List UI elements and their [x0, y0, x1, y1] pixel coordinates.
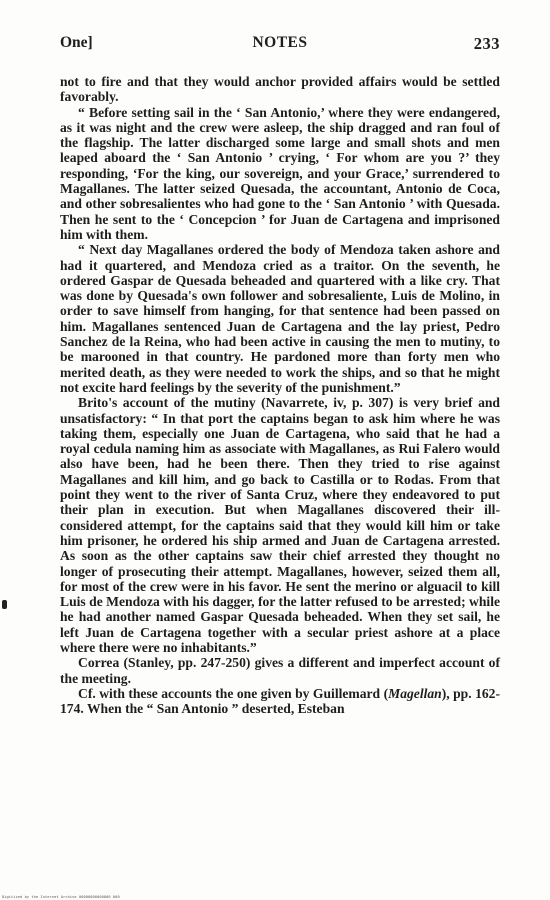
running-head [60, 34, 500, 54]
paragraph: “ Before setting sail in the ‘ San Antonio,’ where they were endangered, as it was night and the crew were asleep, the ship dragged and ran foul of the flagship. The latter discharged some large and small shots and men leaped aboard the ‘ San Antonio ’ crying, ‘ For whom are you ?’ they responding, ‘For the king, our sovereign, and your Grace,’ surrendered to Magallanes. The latter seized Quesada, the accountant, Antonio de Coca, and other sobresalientes who had gone to the ‘ San Antonio ’ with Quesada. Then he sent to the ‘ Concepcion ’ for Juan de Cartagena and imprisoned him with them. [60, 104, 500, 242]
body-text [60, 74, 500, 716]
paragraph: not to fire and that they would anchor provided affairs would be settled favorably. [60, 74, 500, 105]
book-title: Magellan [388, 685, 442, 701]
paragraph [60, 686, 500, 717]
footer-stamp: Digitized by the Internet Archive 00000000000000 000 [2, 895, 120, 899]
paragraph-text: Cf. with these accounts the one given by Guillemard ( [78, 685, 389, 701]
paragraph-text: ), pp. 162-174. When the “ San Antonio ” deserted, Esteban [60, 685, 500, 717]
page-number: 233 [473, 34, 500, 53]
paragraph: “ Next day Magallanes ordered the body of Mendoza taken ashore and had it quartered, and Mendoza cried as a traitor. On the seventh, he ordered Gaspar de Quesada beheaded and quartered with a like cry. That was done by Quesada's own follower and sobresaliente, Luis de Molino, in order to save himself from hanging, for that sentence had been passed on him. Magallanes sentenced Juan de Cartagena and the lay priest, Pedro Sanchez de la Reina, who had been active in causing the men to mutiny, to be marooned in that country. He pardoned more than forty men who merited death, as they were needed to work the ships, and so that he might not excite hard feelings by the severity of the punishment.” [60, 242, 500, 395]
chapter-marker: One] [60, 34, 93, 51]
section-title: NOTES [252, 34, 308, 51]
margin-mark [2, 600, 7, 609]
paragraph: Brito's account of the mutiny (Navarrete, iv, p. 307) is very brief and unsatisfactory: “ In that port the captains began to ask him where he was taking them, especially one Juan de Cartagena, who said that he had a royal cedula naming him as associate with Magallanes, as Rui Falero would also have been, had he been there. Then they tried to rise against Magallanes and kill him, and go back to Castilla or to Rodas. From that point they went to the river of Santa Cruz, where they endeavored to put their plan in execution. But when Magallanes discovered their ill-considered attempt, for the captains said that they would kill him or take him prisoner, he ordered his ship armed and Juan de Cartagena arrested. As soon as the other captains saw their chief arrested they thought no longer of prosecuting their attempt. Magallanes, however, seized them all, for most of the crew were in his favor. He sent the merino or alguacil to kill Luis de Mendoza with his dagger, for the latter refused to be arrested; while he had another named Gaspar Quesada beheaded. When they set sail, he left Juan de Cartagena together with a secular priest ashore at a place where there were no inhabitants.” [60, 395, 500, 655]
paragraph: Correa (Stanley, pp. 247-250) gives a different and imperfect account of the meeting. [60, 655, 500, 686]
